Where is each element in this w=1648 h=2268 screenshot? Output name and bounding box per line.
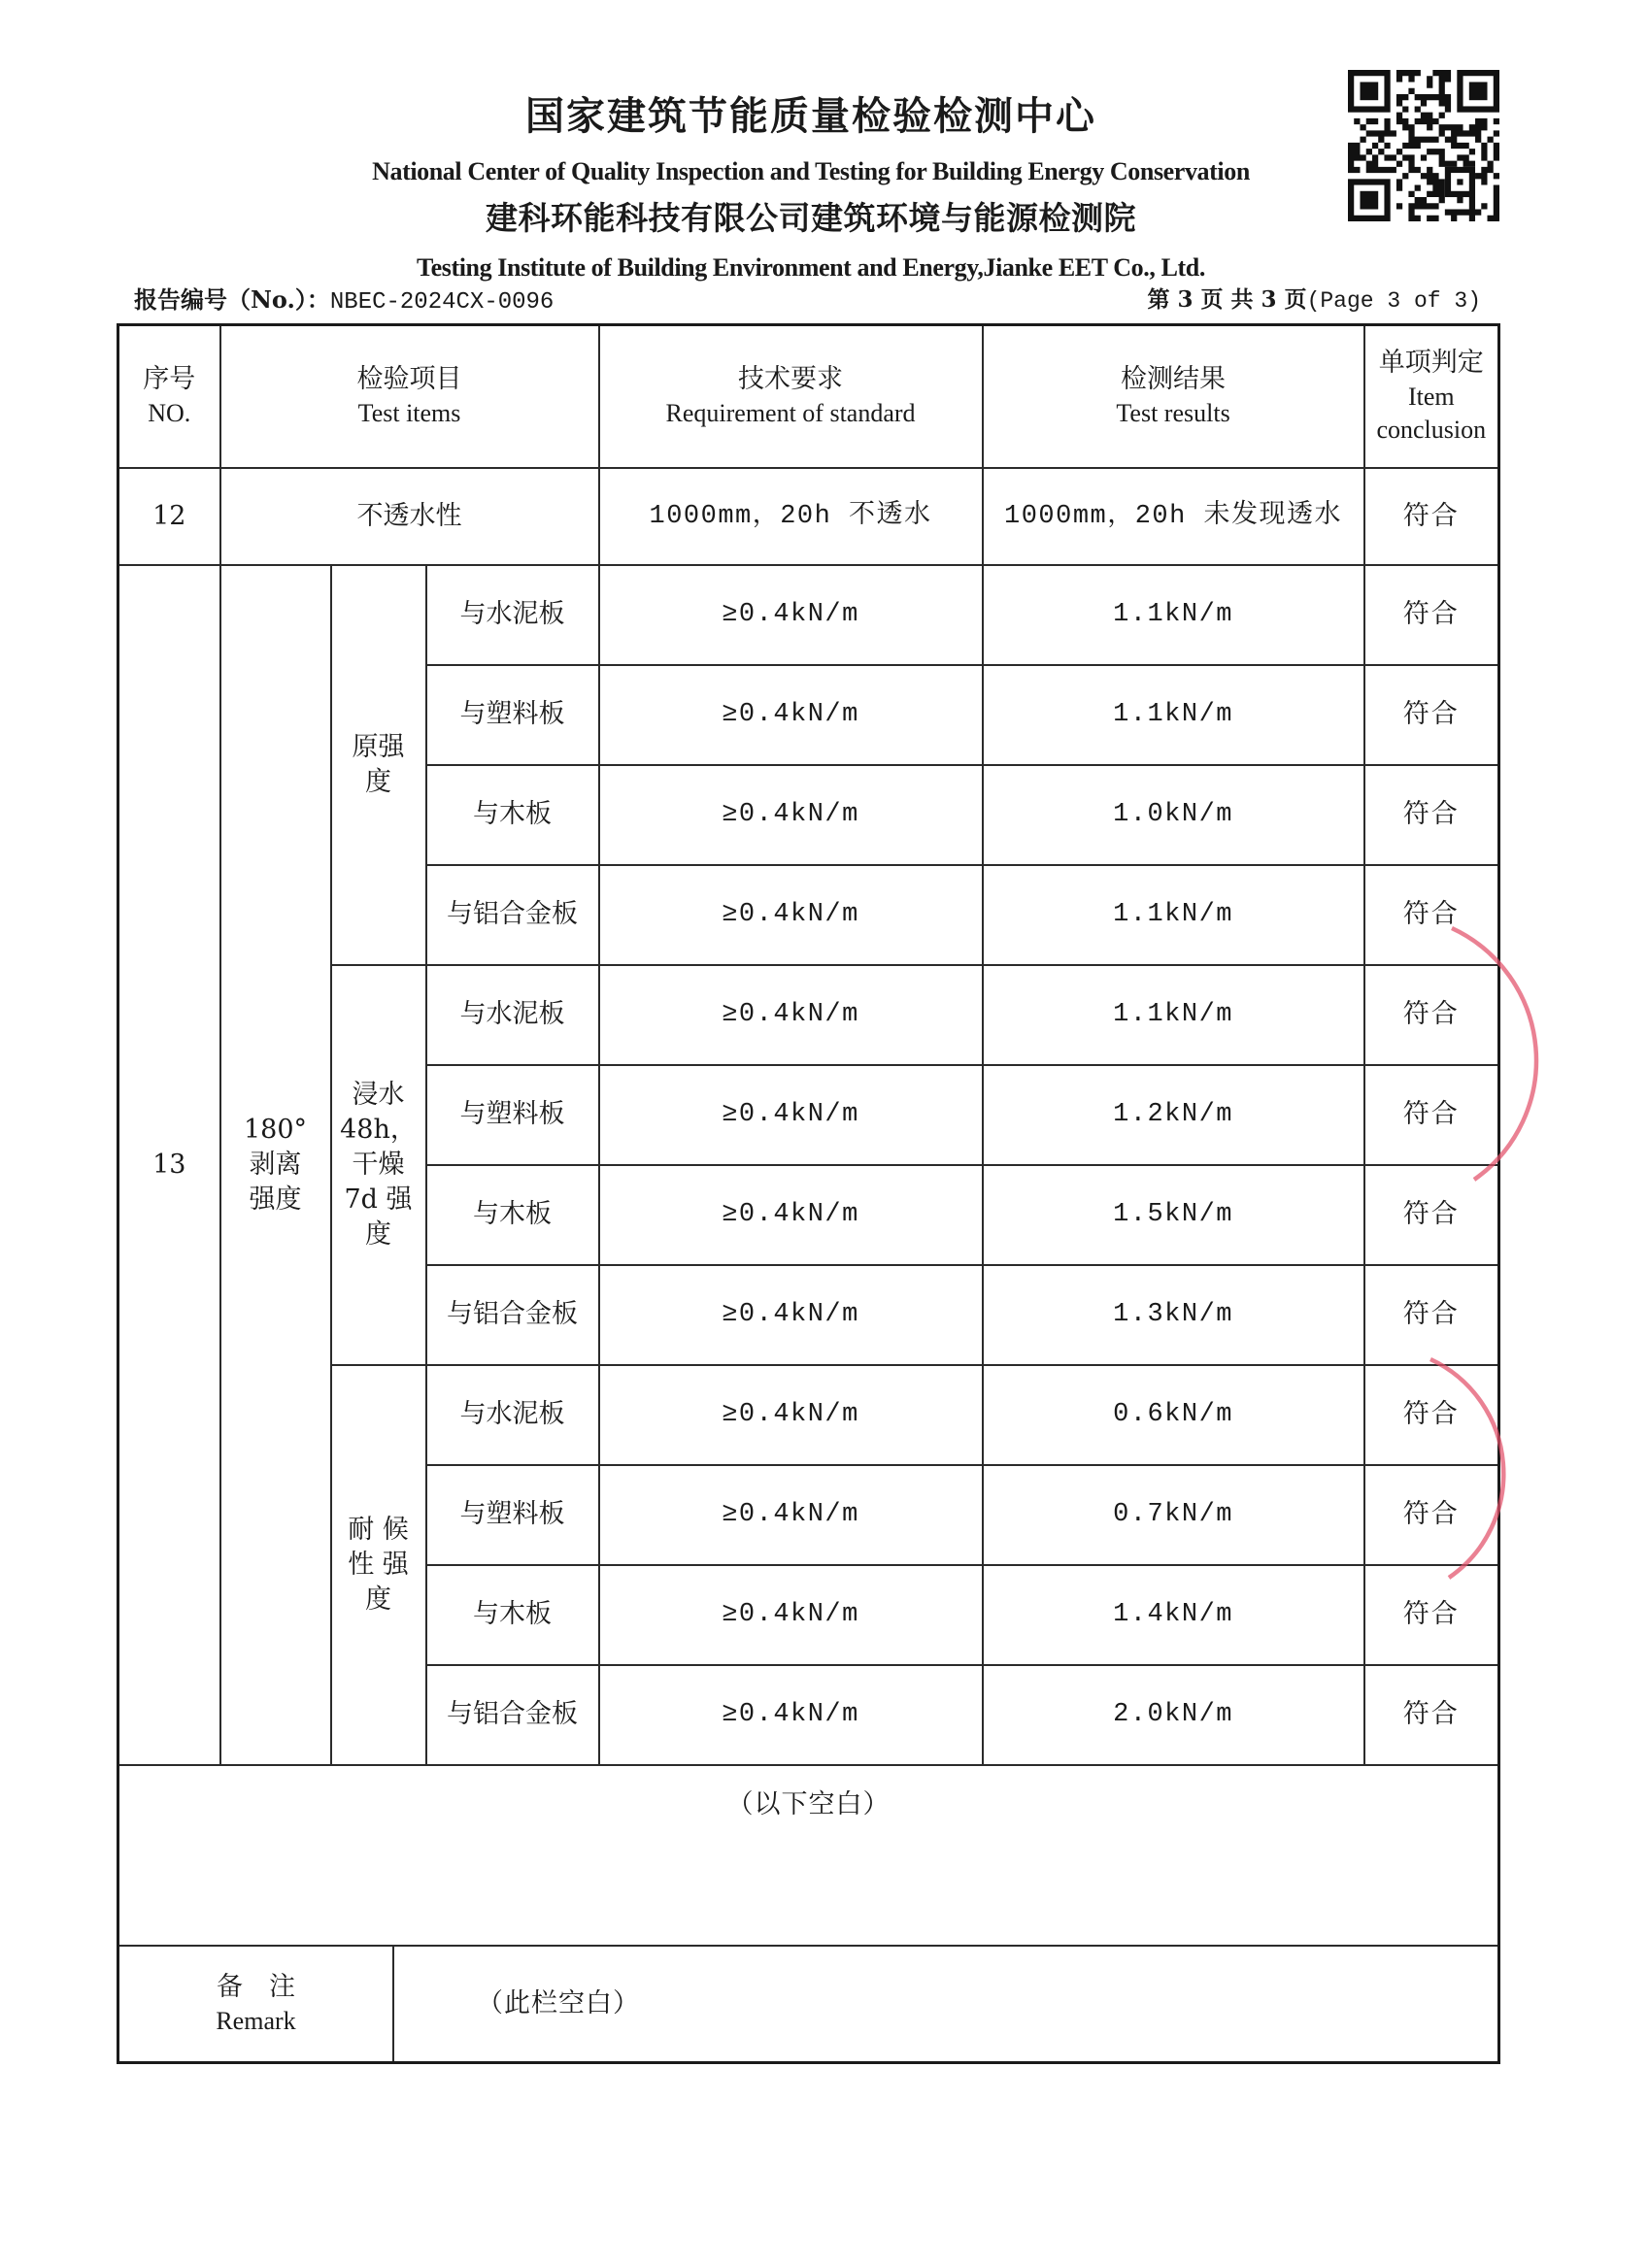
result-cell: 0.6kN/m xyxy=(983,1365,1364,1465)
requirement-cell: 1000mm，20h 不透水 xyxy=(599,468,983,565)
remark-label-cn: 备 注 xyxy=(217,1971,295,2002)
conclusion-cell: 符合 xyxy=(1364,565,1499,665)
substrate-cell: 与水泥板 xyxy=(426,565,599,665)
substrate-cell: 与水泥板 xyxy=(426,1365,599,1465)
page-indicator-en: (Page 3 of 3) xyxy=(1306,288,1481,314)
report-number-value: NBEC-2024CX-0096 xyxy=(329,289,555,316)
center-name-cn: 国家建筑节能质量检验检测中心 xyxy=(525,93,1096,139)
requirement-cell: ≥0.4kN/m xyxy=(599,1465,983,1565)
header-requirement-en: Requirement of standard xyxy=(665,399,916,428)
header-requirement-cn: 技术要求 xyxy=(738,364,844,395)
conclusion-cell: 符合 xyxy=(1364,1165,1499,1265)
header-requirement xyxy=(599,325,983,468)
remark-row xyxy=(118,1946,1499,2063)
conclusion-cell: 符合 xyxy=(1364,1065,1499,1165)
blank-row xyxy=(118,1765,1499,1946)
substrate-cell: 与木板 xyxy=(426,1165,599,1265)
header-no-cn: 序号 xyxy=(143,364,196,395)
conclusion-cell: 符合 xyxy=(1364,468,1499,565)
conclusion-cell: 符合 xyxy=(1364,965,1499,1065)
requirement-cell: ≥0.4kN/m xyxy=(599,665,983,765)
conclusion-cell: 符合 xyxy=(1364,1365,1499,1465)
header-conclusion-cn: 单项判定 xyxy=(1378,348,1484,379)
remark-cell xyxy=(118,1946,1499,2063)
substrate-cell: 与塑料板 xyxy=(426,1065,599,1165)
report-number xyxy=(134,285,554,317)
result-cell: 1.5kN/m xyxy=(983,1165,1364,1265)
result-cell: 1000mm，20h 未发现透水 xyxy=(983,468,1364,565)
requirement-cell: ≥0.4kN/m xyxy=(599,565,983,665)
requirement-cell: ≥0.4kN/m xyxy=(599,965,983,1065)
row-number: 12 xyxy=(118,468,220,565)
substrate-cell: 与木板 xyxy=(426,1565,599,1665)
condition-label: 耐 候 性 强 度 xyxy=(331,1365,426,1765)
result-cell: 1.0kN/m xyxy=(983,765,1364,865)
conclusion-cell: 符合 xyxy=(1364,1465,1499,1565)
condition-label: 原强 度 xyxy=(331,565,426,965)
conclusion-cell: 符合 xyxy=(1364,865,1499,965)
substrate-cell: 与塑料板 xyxy=(426,1465,599,1565)
header-no-en: NO. xyxy=(148,399,191,428)
institute-name-en: Testing Institute of Building Environment and Energy,Jianke EET Co., Ltd. xyxy=(417,253,1205,282)
result-cell: 1.1kN/m xyxy=(983,865,1364,965)
header-result-cn: 检测结果 xyxy=(1121,364,1227,395)
row-number: 13 xyxy=(118,565,220,1765)
result-cell: 0.7kN/m xyxy=(983,1465,1364,1565)
report-number-label: 报告编号（No.）： xyxy=(134,285,330,314)
test-results-table xyxy=(117,323,1500,2064)
qr-code-icon xyxy=(1348,70,1499,221)
header-conclusion-en: Item conclusion xyxy=(1376,383,1487,445)
substrate-cell: 与塑料板 xyxy=(426,665,599,765)
header-conclusion xyxy=(1364,325,1499,468)
result-cell: 1.3kN/m xyxy=(983,1265,1364,1365)
result-cell: 1.1kN/m xyxy=(983,665,1364,765)
page-indicator xyxy=(1148,285,1481,316)
conclusion-cell: 符合 xyxy=(1364,765,1499,865)
table-row xyxy=(118,468,1499,565)
conclusion-cell: 符合 xyxy=(1364,1265,1499,1365)
condition-label: 浸水 48h， 干燥 7d 强 度 xyxy=(331,965,426,1365)
requirement-cell: ≥0.4kN/m xyxy=(599,1565,983,1665)
remark-value: （此栏空白） xyxy=(477,1987,640,2018)
result-cell: 1.1kN/m xyxy=(983,965,1364,1065)
blank-note: （以下空白） xyxy=(118,1765,1499,1946)
remark-label xyxy=(119,1947,394,2061)
substrate-cell: 与水泥板 xyxy=(426,965,599,1065)
test-item: 180° 剥离 强度 xyxy=(220,565,331,1765)
center-name-en: National Center of Quality Inspection and Testing for Building Energy Conservation xyxy=(372,157,1250,185)
substrate-cell: 与铝合金板 xyxy=(426,1665,599,1765)
header-item-en: Test items xyxy=(357,399,461,428)
requirement-cell: ≥0.4kN/m xyxy=(599,1165,983,1265)
result-cell: 1.4kN/m xyxy=(983,1565,1364,1665)
header-result xyxy=(983,325,1364,468)
substrate-cell: 与铝合金板 xyxy=(426,865,599,965)
result-cell: 1.1kN/m xyxy=(983,565,1364,665)
requirement-cell: ≥0.4kN/m xyxy=(599,1365,983,1465)
conclusion-cell: 符合 xyxy=(1364,1565,1499,1665)
conclusion-cell: 符合 xyxy=(1364,1665,1499,1765)
remark-wrap xyxy=(119,1947,1497,2061)
table-header-row xyxy=(118,325,1499,468)
header-item xyxy=(220,325,599,468)
conclusion-cell: 符合 xyxy=(1364,665,1499,765)
result-cell: 1.2kN/m xyxy=(983,1065,1364,1165)
requirement-cell: ≥0.4kN/m xyxy=(599,1665,983,1765)
institute-name-cn: 建科环能科技有限公司建筑环境与能源检测院 xyxy=(486,199,1136,237)
page-indicator-cn: 第 3 页 共 3 页 xyxy=(1147,286,1307,313)
header-no xyxy=(118,325,220,468)
substrate-cell: 与铝合金板 xyxy=(426,1265,599,1365)
requirement-cell: ≥0.4kN/m xyxy=(599,1265,983,1365)
requirement-cell: ≥0.4kN/m xyxy=(599,865,983,965)
header-result-en: Test results xyxy=(1116,399,1230,428)
substrate-cell: 与木板 xyxy=(426,765,599,865)
requirement-cell: ≥0.4kN/m xyxy=(599,1065,983,1165)
test-item: 不透水性 xyxy=(220,468,599,565)
requirement-cell: ≥0.4kN/m xyxy=(599,765,983,865)
header-item-cn: 检验项目 xyxy=(356,364,462,395)
table-row xyxy=(118,565,1499,665)
remark-label-en: Remark xyxy=(216,2006,296,2035)
result-cell: 2.0kN/m xyxy=(983,1665,1364,1765)
